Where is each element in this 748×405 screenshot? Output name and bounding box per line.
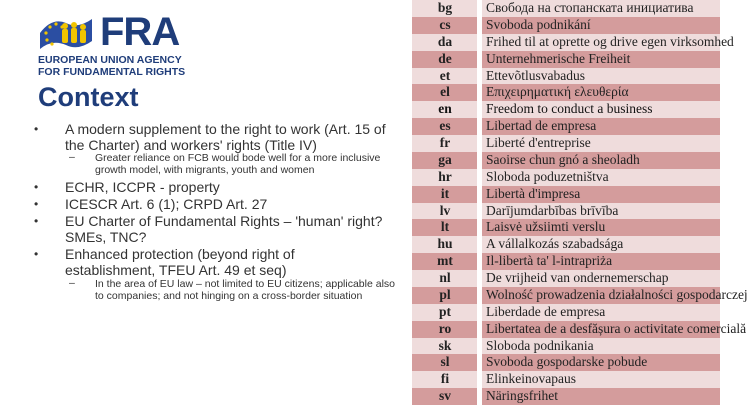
fra-logo: [38, 10, 338, 78]
language-phrase: Laisvė užsiimti verslu: [486, 219, 606, 235]
language-phrase: Liberté d'entreprise: [486, 135, 591, 150]
bullet-item: [34, 246, 355, 278]
language-row: [412, 236, 720, 253]
sub-bullet-text: In the area of EU law – not limited to EU citizens; applicable also to companies; and not hinging on a cross-border situation: [95, 278, 395, 302]
language-phrase: Il-libertà ta' l-intrapriża: [486, 253, 613, 269]
language-code: sk: [438, 337, 452, 353]
language-code: nl: [439, 270, 451, 285]
language-phrase: Svoboda podnikání: [486, 16, 591, 32]
slide-title: Context: [38, 82, 139, 112]
language-code: lt: [440, 219, 450, 235]
language-code: sl: [440, 354, 450, 370]
language-phrase: Libertatea de a desfășura o activitate comercială: [486, 320, 747, 336]
language-row: [412, 33, 734, 51]
column-separator: [477, 0, 482, 405]
sub-bullet-marker: –: [69, 151, 75, 163]
sub-bullet-item: [69, 151, 400, 176]
bullet-marker: •: [34, 180, 39, 194]
language-phrase: Ettevõtlusvabadus: [486, 67, 585, 83]
sub-bullet-text: Greater reliance on FCB would bode well for a more inclusive growth model, with migrants, youth and women: [95, 152, 381, 176]
language-phrase: Libertà d'impresa: [486, 185, 581, 201]
language-phrase: A vállalkozás szabadsága: [486, 236, 624, 252]
bullet-marker: •: [34, 122, 39, 136]
language-code: el: [440, 84, 450, 100]
language-row: [412, 118, 720, 135]
bullet-item: [34, 213, 385, 245]
language-table: [412, 0, 748, 405]
sub-bullet-item: [69, 277, 405, 302]
logo-wordmark: FRA: [100, 10, 180, 54]
language-phrase: Unternehmerische Freiheit: [486, 50, 631, 66]
bullet-text: A modern supplement to the right to work (Art. 15 of the Charter) and workers' rights (Title IV): [65, 121, 386, 153]
language-phrase: De vrijheid van ondernemerschap: [486, 270, 669, 285]
bullet-text: EU Charter of Fundamental Rights – 'human' right? SMEs, TNC?: [65, 213, 383, 245]
language-row: [412, 0, 720, 17]
language-row: [412, 338, 720, 355]
language-row: [412, 68, 720, 85]
language-row: [412, 169, 720, 186]
language-row: [412, 253, 720, 270]
language-phrase: Επιχειρηματική ελευθερία: [486, 84, 629, 100]
language-row: [412, 304, 720, 321]
language-row: [412, 17, 720, 34]
language-phrase: Liberdade de empresa: [486, 303, 606, 319]
bullet-text: Enhanced protection (beyond right of establishment, TFEU Art. 49 et seq): [65, 246, 295, 278]
language-code: hr: [438, 168, 452, 184]
bullet-text: ECHR, ICCPR - property: [65, 179, 220, 195]
language-phrase: Darījumdarbības brīvība: [486, 202, 619, 218]
language-code: pl: [439, 286, 451, 302]
logo-subtitle-line2: FOR FUNDAMENTAL RIGHTS: [38, 66, 186, 78]
language-phrase: Svoboda gospodarske pobude: [486, 354, 648, 370]
language-row: [412, 286, 748, 304]
language-phrase: Frihed til at oprette og drive egen virksomhed: [486, 33, 734, 49]
language-row: [412, 203, 720, 220]
language-row: [412, 388, 720, 405]
language-row: [412, 270, 720, 287]
logo-subtitle: [38, 54, 185, 78]
language-row: [412, 84, 720, 101]
language-row: [412, 51, 720, 68]
language-code: et: [439, 67, 451, 83]
eu-flag-icon: [38, 15, 94, 51]
language-code: es: [439, 118, 451, 134]
language-phrase: Sloboda podnikania: [486, 337, 594, 353]
language-row: [412, 219, 720, 236]
language-phrase: Saoirse chun gnó a sheoladh: [486, 151, 640, 167]
language-code: hu: [437, 236, 453, 252]
language-phrase: Elinkeinovapaus: [486, 371, 576, 387]
language-code: cs: [439, 16, 451, 32]
language-row: [412, 101, 720, 118]
language-phrase: Freedom to conduct a business: [486, 101, 653, 117]
language-code: ga: [438, 151, 452, 167]
language-phrase: Свобода на стопанската инициатива: [486, 0, 694, 15]
language-code: ro: [438, 320, 452, 336]
language-code: lv: [439, 202, 451, 218]
language-row: [412, 186, 720, 203]
language-code: da: [437, 33, 453, 49]
language-phrase: Näringsfrihet: [486, 388, 558, 404]
language-code: mt: [437, 253, 453, 269]
bullet-item: [34, 121, 405, 153]
language-row: [412, 152, 720, 169]
language-code: bg: [437, 0, 453, 15]
language-code: fr: [439, 135, 451, 150]
language-code: en: [438, 101, 452, 117]
bullet-marker: •: [34, 214, 39, 228]
language-code: pt: [438, 303, 451, 319]
language-code: it: [440, 185, 450, 201]
bullet-text: ICESCR Art. 6 (1); CRPD Art. 27: [65, 196, 268, 212]
logo-subtitle-line1: EUROPEAN UNION AGENCY: [38, 54, 182, 66]
bullet-item: [34, 179, 405, 195]
bullet-marker: •: [34, 247, 39, 261]
language-row: [412, 135, 720, 152]
language-row: [412, 354, 720, 371]
language-code: de: [438, 50, 452, 66]
language-phrase: Sloboda poduzetništva: [486, 168, 609, 184]
language-row: [412, 371, 720, 388]
bullet-marker: •: [34, 197, 39, 211]
language-phrase: Wolność prowadzenia działalności gospodarczej: [486, 286, 748, 302]
language-row: [412, 320, 747, 338]
bullet-item: [34, 196, 405, 212]
language-code: fi: [440, 371, 450, 387]
language-phrase: Libertad de empresa: [486, 118, 597, 134]
language-code: sv: [438, 388, 451, 404]
sub-bullet-marker: –: [69, 277, 75, 289]
